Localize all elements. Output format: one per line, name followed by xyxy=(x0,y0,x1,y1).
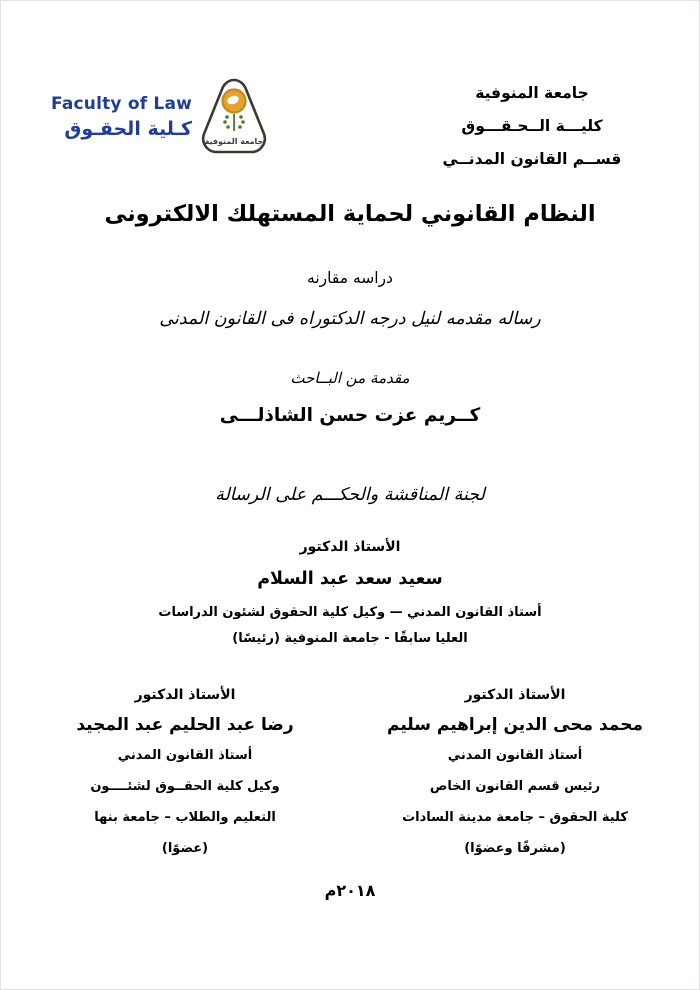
thesis-title: النظام القانوني لحماية المستهلك الالكترونى xyxy=(104,201,596,227)
chair-role-line1: أستاذ القانون المدني — وكيل كلية الحقوق لشئون الدراسات xyxy=(158,605,542,620)
thesis-purpose-line: رساله مقدمه لنيل درجه الدكتوراه فى القانون المدنى xyxy=(159,309,541,329)
study-type: دراسه مقارنه xyxy=(307,269,393,287)
university-emblem-icon xyxy=(198,77,270,159)
member-left-column xyxy=(35,687,335,856)
faculty-logo-text xyxy=(51,93,192,143)
chair-name: سعيد سعد عبد السلام xyxy=(257,569,443,589)
member-right-title: الأستاذ الدكتور xyxy=(464,687,566,703)
university-name: جامعة المنوفية xyxy=(475,84,589,102)
emblem-label: جامعة المنوفية xyxy=(204,137,264,146)
author-name: كــريم عزت حسن الشاذلـــى xyxy=(219,405,481,426)
committee-members xyxy=(35,687,665,856)
member-right-role1: أستاذ القانون المدني xyxy=(447,748,583,763)
member-right-role2: رئيس قسم القانون الخاص xyxy=(429,778,601,794)
member-left-role2: وكيل كلية الحقــوق لشئــــون xyxy=(90,778,280,794)
member-right-column xyxy=(365,687,665,856)
member-right-capacity: (مشرفًا وعضوًا) xyxy=(464,840,566,856)
faculty-logo xyxy=(51,77,270,159)
chair-role-line2: العليا سابقًا - جامعة المنوفية (رئيسًا) xyxy=(232,631,468,646)
org-block xyxy=(407,77,657,176)
faculty-name-arabic: كـلية الحقـوق xyxy=(64,118,193,141)
faculty-name: كليـــة الــحـقـــوق xyxy=(461,117,603,135)
member-left-role1: أستاذ القانون المدني xyxy=(117,748,253,763)
member-right-role3: كلية الحقوق – جامعة مدينة السادات xyxy=(402,809,628,825)
member-left-title: الأستاذ الدكتور xyxy=(134,687,236,703)
author-intro: مقدمة من البــاحث xyxy=(290,369,410,387)
chair-title: الأستاذ الدكتور xyxy=(299,539,401,555)
member-left-capacity: (عضوًا) xyxy=(161,840,209,856)
member-right-name: محمد محى الدين إبراهيم سليم xyxy=(387,715,643,735)
member-left-role3: التعليم والطلاب – جامعة بنها xyxy=(94,809,276,825)
publication-year: ٢٠١٨م xyxy=(324,881,376,900)
committee-heading: لجنة المناقشة والحكـــم على الرسالة xyxy=(215,485,485,505)
member-left-name: رضا عبد الحليم عبد المجيد xyxy=(76,715,294,735)
faculty-name-english: Faculty of Law xyxy=(51,94,193,115)
department-name: قســم القانون المدنــي xyxy=(442,150,622,168)
